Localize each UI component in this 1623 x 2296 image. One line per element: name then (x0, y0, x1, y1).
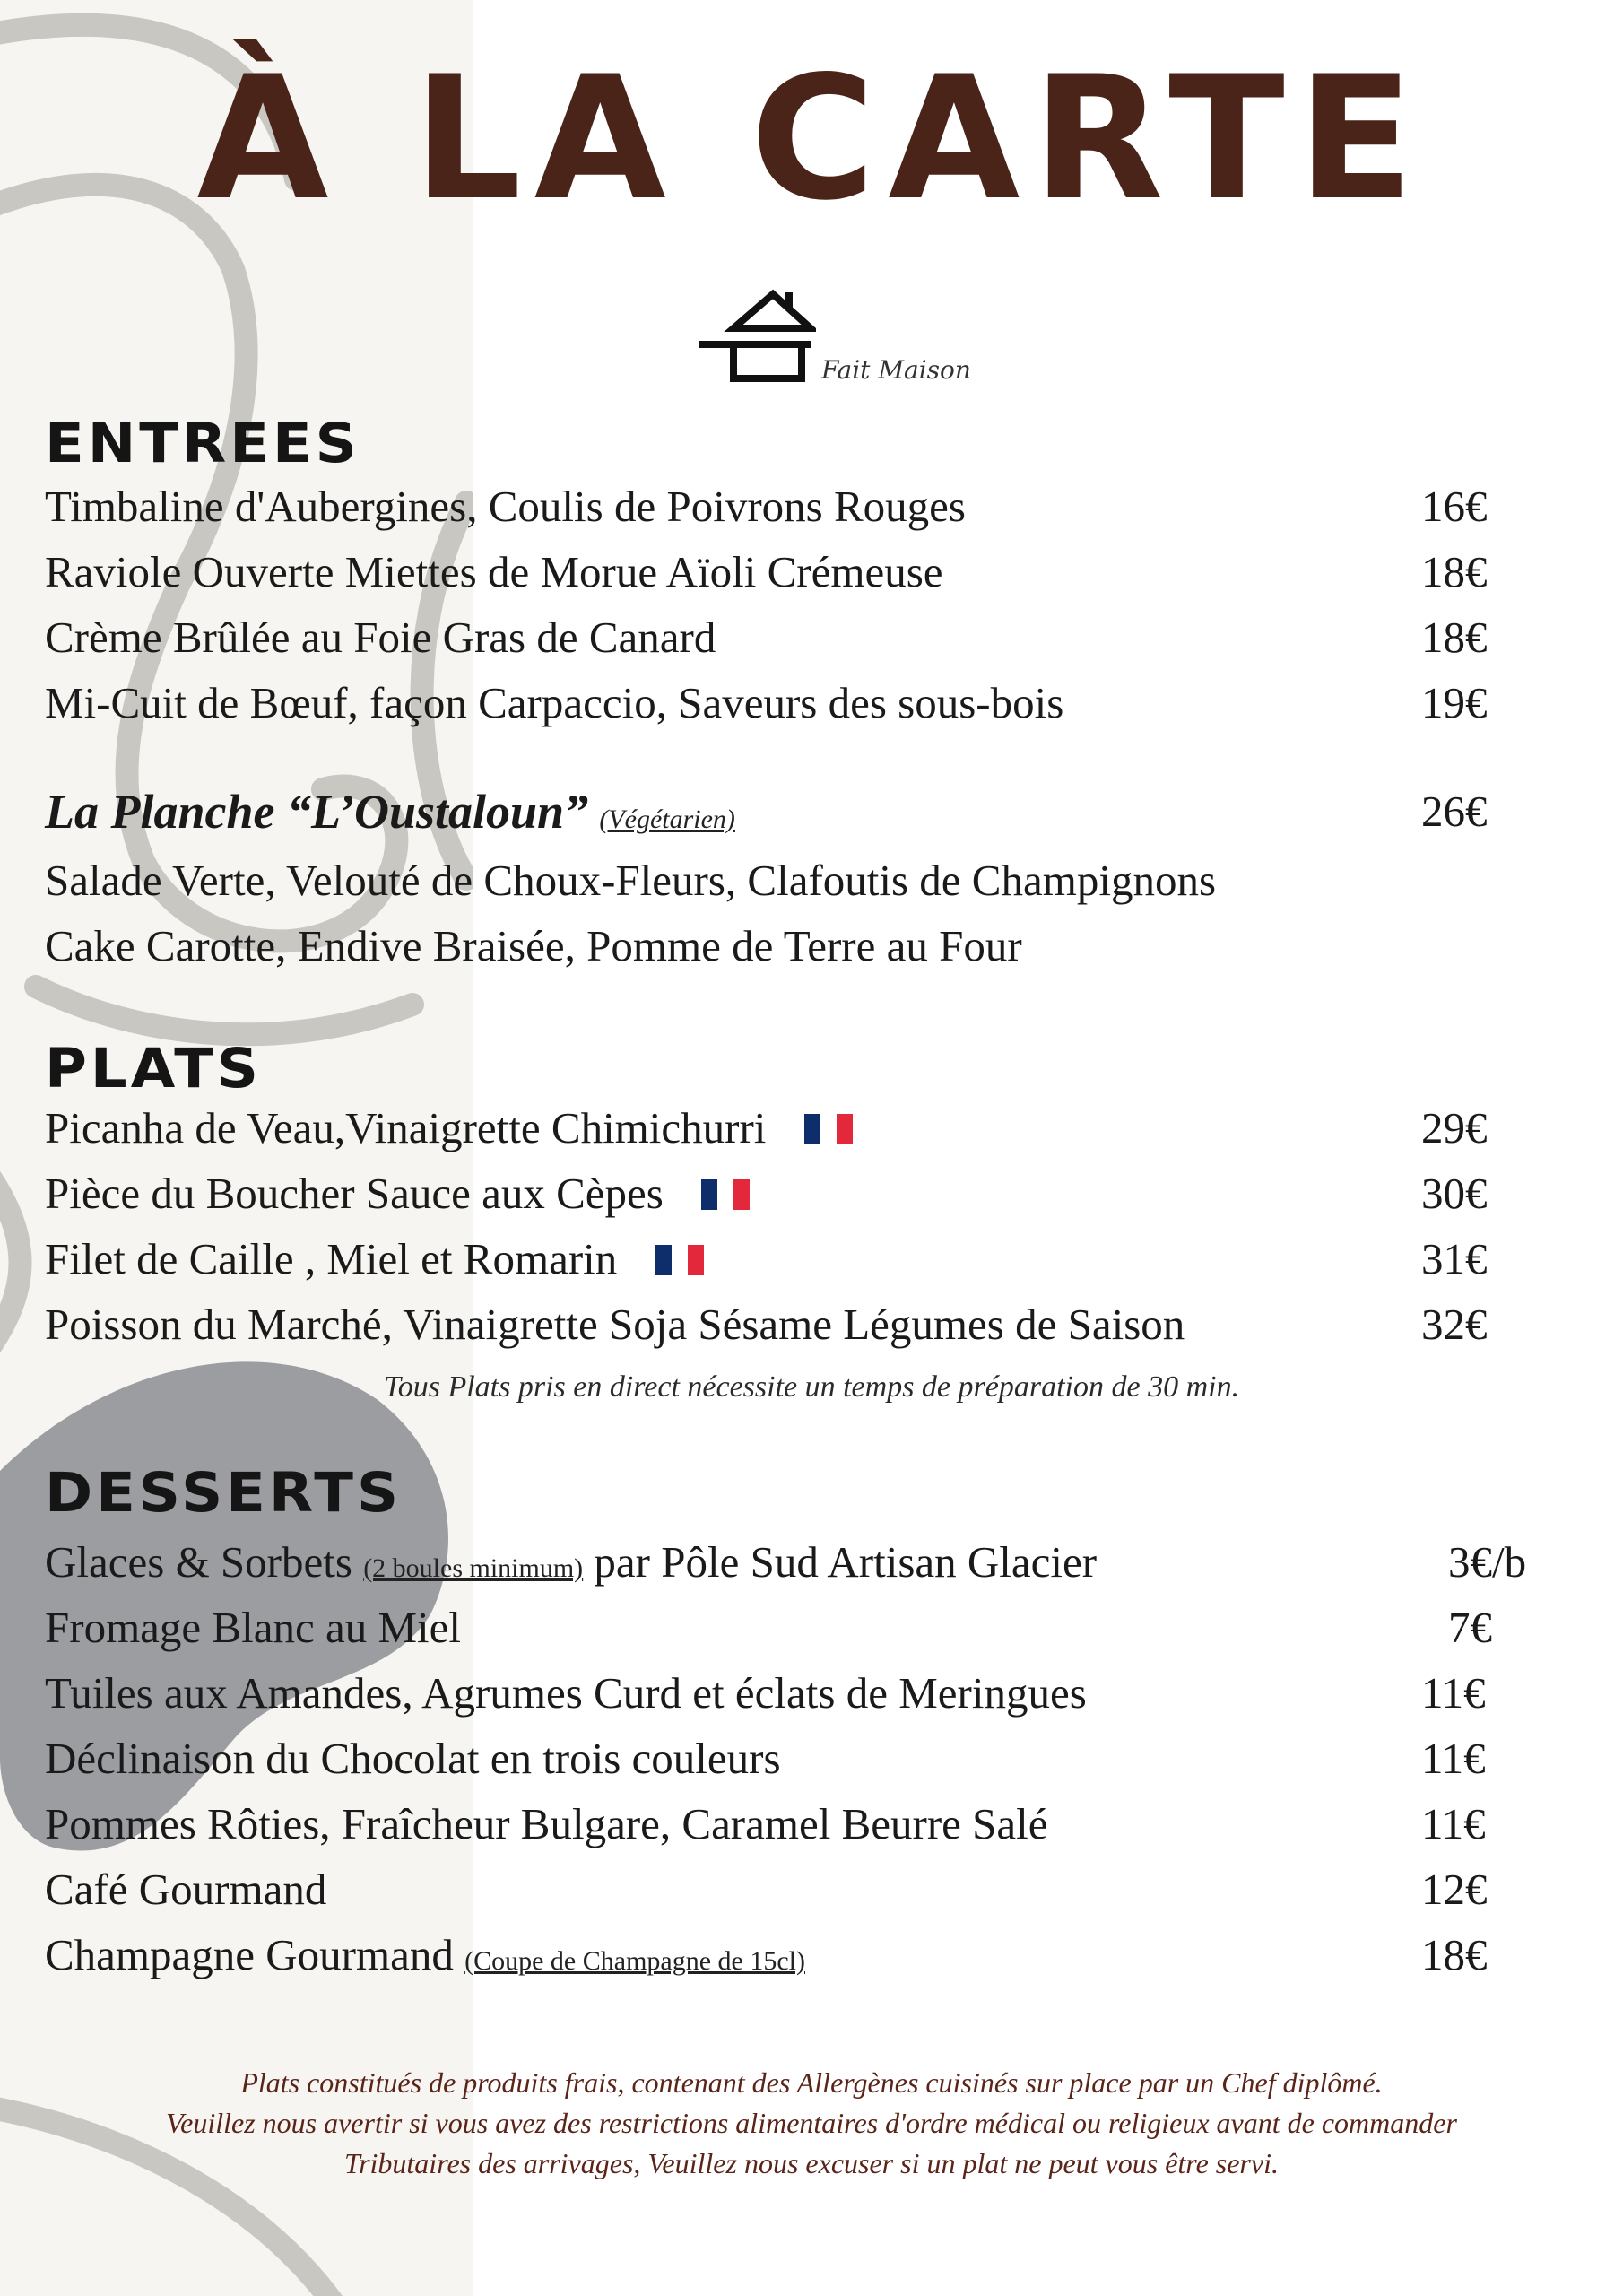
menu-item (45, 1101, 1569, 1155)
item-price: 18€ (1421, 1930, 1488, 1979)
item-name: Fromage Blanc au Miel (45, 1603, 462, 1652)
planche-title: La Planche “L’Oustaloun” (45, 785, 589, 839)
item-name: Poisson du Marché, Vinaigrette Soja Sésame Légumes de Saison (45, 1300, 1185, 1349)
item-price: 16€ (1421, 482, 1488, 531)
menu-item (45, 676, 1569, 730)
planche-item (45, 785, 1569, 839)
footer-line: Tributaires des arrivages, Veuillez nous excuser si un plat ne peut vous être servi. (344, 2147, 1279, 2179)
page-title: À LA CARTE (196, 39, 1427, 238)
footer-line: Plats constitués de produits frais, contenant des Allergènes cuisinés sur place par un Chef diplômé. (240, 2066, 1383, 2099)
planche-line: Cake Carotte, Endive Braisée, Pomme de Terre au Four (45, 921, 1022, 970)
item-name: Timbaline d'Aubergines, Coulis de Poivrons Rouges (45, 482, 966, 531)
footer-note (0, 2063, 1623, 2184)
plats-preparation-note: Tous Plats pris en direct nécessite un temps de préparation de 30 min. (383, 1370, 1240, 1404)
item-price: 18€ (1421, 547, 1488, 596)
french-flag-icon (655, 1245, 704, 1275)
item-price: 30€ (1421, 1169, 1488, 1218)
item-name: Raviole Ouverte Miettes de Morue Aïoli Crémeuse (45, 547, 943, 596)
menu-item (45, 1928, 1569, 1982)
item-name: Pièce du Boucher Sauce aux Cèpes (45, 1169, 664, 1218)
item-price: 18€ (1421, 613, 1488, 662)
item-name: Picanha de Veau,Vinaigrette Chimichurri (45, 1103, 767, 1152)
section-heading-desserts: DESSERTS (45, 1461, 403, 1526)
section-heading-entrees: ENTREES (45, 412, 360, 476)
menu-item (45, 1863, 1569, 1917)
item-name: Café Gourmand (45, 1865, 327, 1914)
french-flag-icon (804, 1114, 853, 1144)
menu-item (45, 1797, 1569, 1851)
item-name: Déclinaison du Chocolat en trois couleurs (45, 1734, 781, 1783)
menu-item (45, 1666, 1569, 1720)
item-price: 7€ (1448, 1603, 1492, 1652)
item-name-row (45, 1232, 704, 1286)
item-price: 12€ (1421, 1865, 1488, 1914)
item-name: Mi-Cuit de Bœuf, façon Carpaccio, Saveurs des sous-bois (45, 678, 1064, 727)
item-name-row (45, 1535, 1097, 1596)
item-price: 3€/b (1448, 1537, 1527, 1587)
menu-item (45, 1167, 1569, 1221)
menu-item (45, 1298, 1569, 1352)
item-name-row (45, 1167, 750, 1221)
item-name: Glaces & Sorbets (45, 1537, 352, 1587)
item-name: Champagne Gourmand (45, 1930, 454, 1979)
menu-item (45, 1232, 1569, 1286)
planche-title-row (45, 785, 735, 847)
item-price: 19€ (1421, 678, 1488, 727)
item-price: 11€ (1421, 1668, 1486, 1718)
item-name: Crème Brûlée au Foie Gras de Canard (45, 613, 716, 662)
menu-item (45, 1601, 1569, 1655)
item-note: (Coupe de Champagne de 15cl) (464, 1946, 805, 1976)
item-price: 26€ (1421, 787, 1488, 836)
menu-item (45, 545, 1569, 599)
french-flag-icon (701, 1179, 750, 1210)
menu-item (45, 1535, 1569, 1589)
item-name: Filet de Caille , Miel et Romarin (45, 1234, 618, 1283)
menu-item (45, 480, 1569, 534)
item-price: 11€ (1421, 1734, 1486, 1783)
item-price: 32€ (1421, 1300, 1488, 1349)
item-name-row (45, 1928, 805, 1988)
section-heading-plats: PLATS (45, 1037, 262, 1101)
menu-item (45, 611, 1569, 665)
item-price: 29€ (1421, 1103, 1488, 1152)
item-name: Tuiles aux Amandes, Agrumes Curd et éclats de Meringues (45, 1668, 1087, 1718)
item-price: 11€ (1421, 1799, 1486, 1848)
item-name-row (45, 1101, 853, 1155)
house-icon (699, 285, 816, 384)
menu-item (45, 1732, 1569, 1786)
fait-maison-label: Fait Maison (821, 355, 971, 385)
footer-line: Veuillez nous avertir si vous avez des restrictions alimentaires d'ordre médical ou religieux avant de commander (166, 2107, 1457, 2139)
item-suffix: par Pôle Sud Artisan Glacier (583, 1537, 1098, 1587)
item-note: (2 boules minimum) (363, 1553, 584, 1583)
item-name: Pommes Rôties, Fraîcheur Bulgare, Caramel Beurre Salé (45, 1799, 1048, 1848)
planche-line: Salade Verte, Velouté de Choux-Fleurs, Clafoutis de Champignons (45, 856, 1217, 905)
item-price: 31€ (1421, 1234, 1488, 1283)
planche-note: (Végétarien) (599, 804, 735, 834)
